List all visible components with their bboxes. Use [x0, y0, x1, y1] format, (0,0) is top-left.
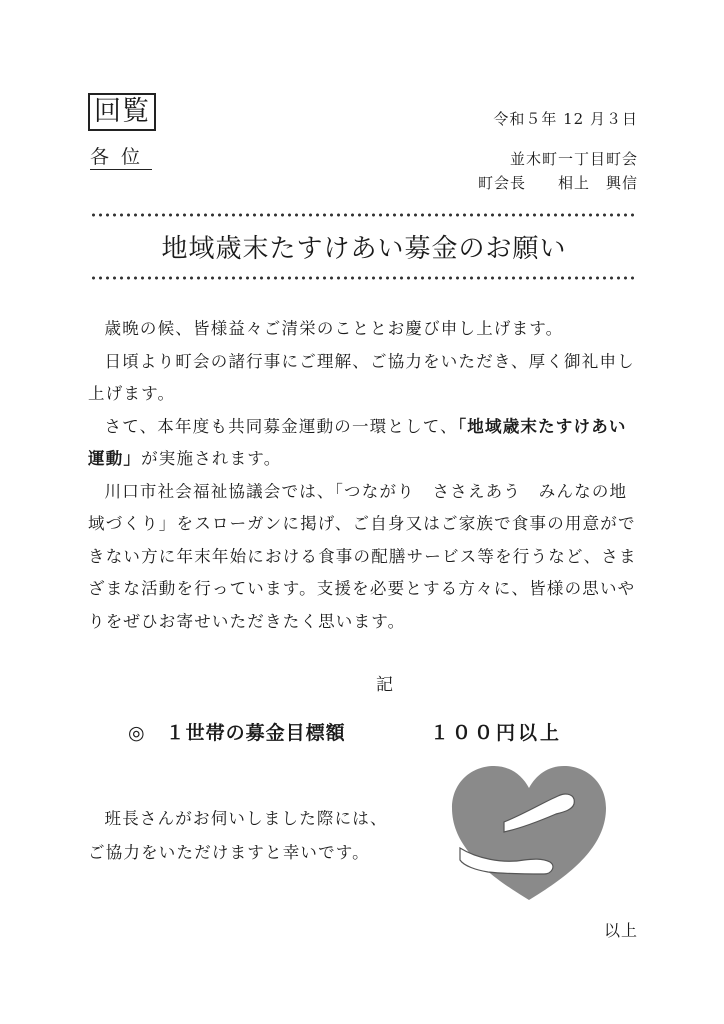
- campaign-outro: が実施されます。: [141, 449, 282, 468]
- goal-amount: １００円以上: [430, 722, 563, 744]
- kairan-box: 回覧: [88, 93, 156, 131]
- closing-line-2: ご協力をいただけますと幸いです。: [88, 843, 370, 862]
- ki-heading: 記: [376, 675, 393, 695]
- goal-label: ◎ １世帯の募金目標額: [128, 722, 346, 744]
- paragraph-activities: 川口市社会福祉協議会では、「つながり ささえあう みんなの地域づくり」をスローガンに掲げ、ご自身又はご家族で食事の用意ができない方に年末年始における食事の配膳サービス等を行うなど、さまざまな活動を行っています。支援を必要とする方々に、皆様の思いやりをぜひお寄せいただきたく思います。: [88, 481, 637, 631]
- closing-line-1: 班長さんがお伺いしました際には、: [104, 809, 388, 828]
- body-text: [88, 313, 644, 638]
- paragraph-thanks: 日頃より町会の諸行事にご理解、ご協力をいただき、厚く御礼申し上げます。: [88, 351, 635, 403]
- dotted-divider-top: [90, 213, 638, 217]
- addressee: 各位: [90, 146, 153, 168]
- campaign-name: 「地域歳末たすけあい運動」: [88, 416, 627, 468]
- campaign-intro: さて、本年度も共同募金運動の一環として、: [104, 416, 458, 436]
- date: 令和５年 12 月３日: [493, 110, 638, 128]
- paragraph-greeting: 歳晩の候、皆様益々ご清栄のこととお慶び申し上げます。: [104, 319, 564, 338]
- heart-hug-illustration: [446, 762, 612, 902]
- dotted-divider-bottom: [90, 276, 638, 280]
- closing-text: [88, 802, 388, 870]
- heart-shape: [452, 766, 606, 900]
- association-chair: 町会長 相上 興信: [477, 174, 638, 192]
- ijou: 以上: [603, 921, 638, 940]
- page-title: 地域歳末たすけあい募金のお願い: [161, 234, 567, 264]
- association-name: 並木町一丁目町会: [509, 150, 638, 168]
- paragraph-campaign: [88, 411, 644, 476]
